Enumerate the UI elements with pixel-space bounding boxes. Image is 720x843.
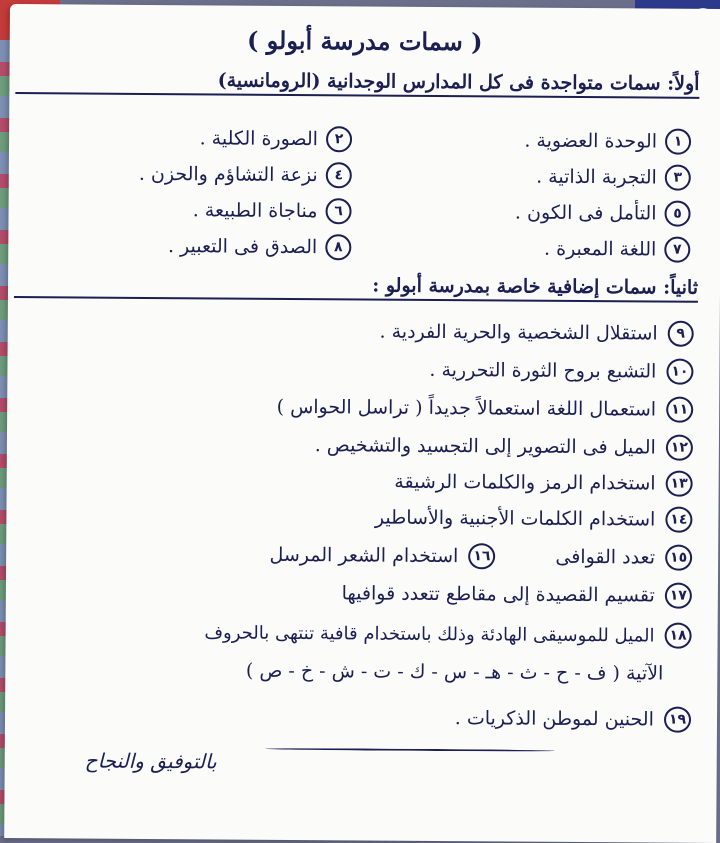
page-title: ( سمات مدرسة أبولو ) <box>246 25 483 57</box>
item-number: ١٢ <box>666 435 693 461</box>
signoff-text: بالتوفيق والنجاح <box>84 748 217 774</box>
item-text: استقلال الشخصية والحرية الفردية . <box>379 320 658 345</box>
list-item <box>28 316 694 347</box>
item-number: ١٠ <box>666 359 693 385</box>
list-item <box>27 392 693 423</box>
item-text: التشبع بروح الثورة التحررية . <box>429 358 657 383</box>
item-text: استخدام الكلمات الأجنبية والأساطير <box>374 506 656 531</box>
item-number: ١٤ <box>665 507 692 533</box>
item-number: ٨ <box>325 234 351 260</box>
section-heading-common: أولاً: سمات متواجدة فى كل المدارس الوجدانية (الرومانسية) <box>15 68 699 99</box>
list-row <box>39 156 691 195</box>
list-item <box>26 578 692 609</box>
list-item <box>27 466 693 497</box>
list-row <box>39 120 691 159</box>
item-text: الحنين لموطن الذكريات . <box>454 707 655 731</box>
item-text: الوحدة العضوية . <box>524 129 658 153</box>
list-item <box>38 232 351 260</box>
item-text: الميل للموسيقى الهادئة وذلك باستخدام قافية تنتهى بالحروف <box>204 621 655 647</box>
item-text: تعدد القوافى <box>555 545 656 569</box>
list-item <box>27 354 693 385</box>
list-row <box>26 540 692 571</box>
item-number: ٣ <box>665 165 691 191</box>
list-item <box>38 196 351 224</box>
item-text: نزعة التشاؤم والحزن . <box>138 162 318 187</box>
item-number: ٥ <box>664 201 690 227</box>
item-number: ١١ <box>666 397 693 423</box>
item-text: مناجاة الطبيعة . <box>192 199 318 223</box>
item-text: استعمال اللغة استعمالاً جديداً ( تراسل الحواس ) <box>276 395 657 421</box>
list-item <box>378 127 691 155</box>
list-item <box>378 199 691 227</box>
list-row <box>38 228 690 267</box>
list-item <box>378 163 691 191</box>
section-heading-apollo: ثانياً: سمات إضافية خاصة بمدرسة أبولو : <box>14 272 698 303</box>
item-number: ٧ <box>664 237 690 263</box>
item-text: استخدام الشعر المرسل <box>269 543 459 568</box>
item-number: ١٣ <box>665 471 692 497</box>
list-item <box>27 430 693 461</box>
list-row <box>38 192 690 231</box>
item-text: التأمل فى الكون . <box>514 201 657 225</box>
item-text: تقسيم القصيدة إلى مقاطع تتعدد قوافيها <box>341 582 655 607</box>
item-number: ٢ <box>326 126 352 152</box>
item-number: ٦ <box>325 198 351 224</box>
item-number: ١٧ <box>665 583 692 609</box>
item-number: ٤ <box>326 162 352 188</box>
list-item <box>39 160 352 188</box>
item-text: اللغة المعبرة . <box>544 237 657 261</box>
item-number: ١٦ <box>468 543 495 569</box>
item-text: الميل فى التصوير إلى التجسيد والتشخيص . <box>314 434 656 459</box>
list-item <box>26 502 692 533</box>
item-text: التجربة الذاتية . <box>536 165 657 189</box>
item-number: ١٨ <box>664 623 691 649</box>
item-continuation: الآتية ( ف - ح - ث - هـ - س - ك - ت - ش - خ - ص ) <box>245 659 664 685</box>
divider-line <box>265 748 555 752</box>
handwritten-notes <box>4 4 720 843</box>
item-number: ٩ <box>668 321 694 347</box>
item-number: ١ <box>665 129 691 155</box>
list-item <box>39 124 352 152</box>
paper-sheet <box>4 4 720 843</box>
item-text: استخدام الرمز والكلمات الرشيقة <box>394 470 656 495</box>
item-text: الصورة الكلية . <box>199 127 319 151</box>
item-text: الصدق فى التعبير . <box>167 235 318 259</box>
item-number: ١٥ <box>665 545 692 571</box>
list-item <box>25 702 691 733</box>
list-item <box>26 618 692 649</box>
list-item <box>377 235 690 263</box>
item-number: ١٩ <box>664 707 691 733</box>
